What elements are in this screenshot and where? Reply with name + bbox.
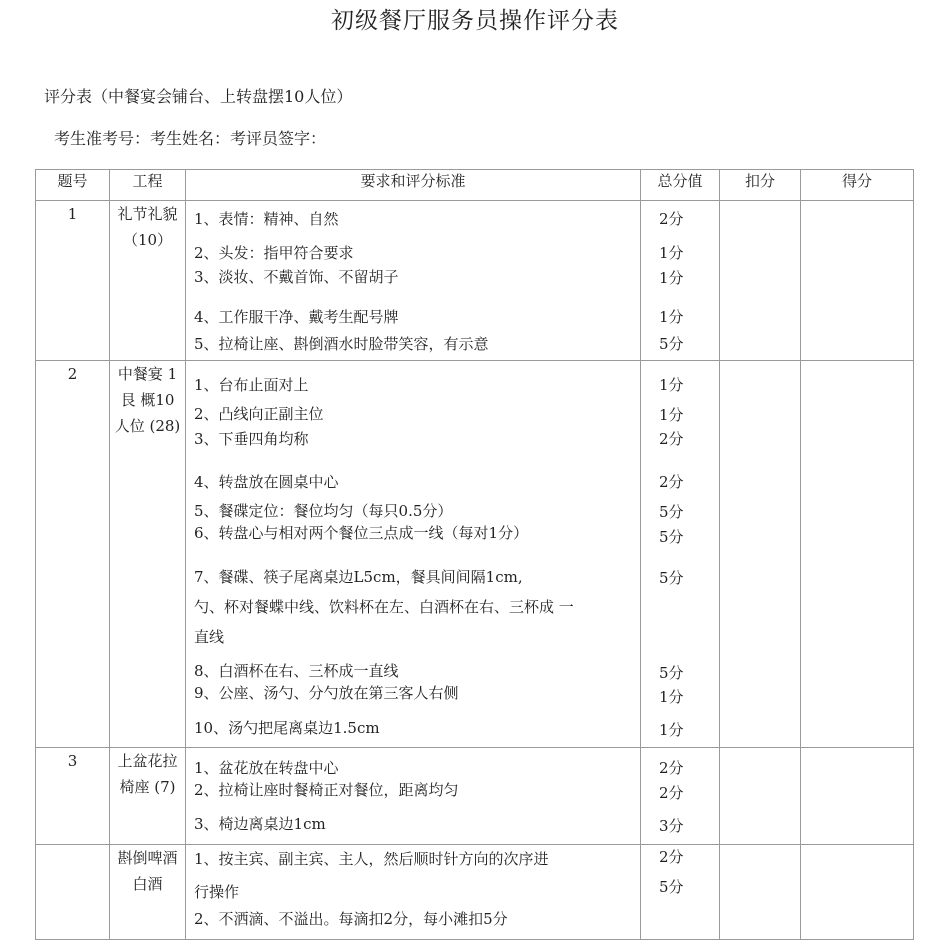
criteria-line: 4、转盘放在圆桌中心: [194, 473, 339, 491]
criteria-line: 行操作: [194, 883, 240, 901]
score-cell[interactable]: [801, 845, 914, 940]
section-project: [110, 845, 186, 940]
criteria-line: 4、工作服干净、戴考生配号牌: [194, 308, 399, 326]
criteria-line: 2、不洒滴、不溢出。每滴扣2分，每小滩扣5分: [194, 910, 508, 928]
points-value: 5分: [659, 569, 684, 587]
points-value: 5分: [659, 335, 684, 353]
points-cell: [641, 361, 720, 748]
column-header-deduction: 扣分: [720, 170, 801, 201]
project-label: 中餐宴 1 艮 概10 人位 (28): [114, 365, 181, 435]
criteria-line: 8、白酒杯在右、三杯成一直线: [194, 662, 399, 680]
criteria-cell: [186, 201, 641, 361]
criteria-line: 直线: [194, 628, 225, 646]
points-value: 1分: [659, 688, 684, 706]
points-value: 2分: [659, 210, 684, 228]
column-header-project: 工程: [110, 170, 186, 201]
table-row: [36, 748, 914, 845]
criteria-line: 1、表情：精神、自然: [194, 210, 339, 228]
table-row: [36, 201, 914, 361]
deduction-cell[interactable]: [720, 748, 801, 845]
section-project: [110, 201, 186, 361]
column-header-score: 得分: [801, 170, 914, 201]
criteria-line: 9、公座、汤勺、分勺放在第三客人右侧: [194, 684, 459, 702]
section-project: [110, 361, 186, 748]
points-value: 2分: [659, 430, 684, 448]
criteria-line: 10、汤勺把尾离桌边1.5cm: [194, 719, 380, 737]
criteria-line: 2、凸线向正副主位: [194, 405, 324, 423]
points-value: 1分: [659, 721, 684, 739]
criteria-line: 1、按主宾、副主宾、主人，然后顺时针方向的次序进: [194, 850, 549, 868]
points-value: 5分: [659, 878, 684, 896]
points-value: 3分: [659, 817, 684, 835]
criteria-cell: [186, 361, 641, 748]
criteria-line: 3、淡妆、不戴首饰、不留胡子: [194, 268, 399, 286]
table-row: [36, 361, 914, 748]
criteria-line: 3、椅边离桌边1cm: [194, 815, 326, 833]
table-row: [36, 845, 914, 940]
project-label: 上盆花拉椅座 (7): [117, 752, 178, 796]
section-number: [36, 845, 110, 940]
criteria-line: 7、餐碟、筷子尾离桌边L5cm，餐具间间隔1cm,: [194, 568, 523, 586]
column-header-number: 题号: [36, 170, 110, 201]
table-header-row: [36, 170, 914, 201]
section-project: [110, 748, 186, 845]
column-header-criteria: 要求和评分标准: [186, 170, 641, 201]
criteria-cell: [186, 748, 641, 845]
score-cell[interactable]: [801, 201, 914, 361]
points-cell: [641, 201, 720, 361]
criteria-line: 1、盆花放在转盘中心: [194, 759, 339, 777]
deduction-cell[interactable]: [720, 201, 801, 361]
criteria-line: 3、下垂四角均称: [194, 430, 309, 448]
form-subtitle: 评分表（中餐宴会铺台、上转盘摆10人位）: [44, 87, 353, 106]
criteria-line: 5、餐碟定位：餐位均匀（每只0.5分）: [194, 502, 453, 520]
project-label: 礼节礼貌（10）: [117, 205, 178, 249]
deduction-cell[interactable]: [720, 845, 801, 940]
criteria-cell: [186, 845, 641, 940]
section-number: 3: [36, 748, 110, 845]
criteria-line: 勺、杯对餐蝶中线、饮料杯在左、白酒杯在右、三杯成 一: [194, 598, 574, 616]
points-value: 2分: [659, 848, 684, 866]
score-cell[interactable]: [801, 748, 914, 845]
points-value: 1分: [659, 406, 684, 424]
points-cell: [641, 845, 720, 940]
exam-info: 考生准考号：考生姓名：考评员签字：: [54, 129, 327, 148]
points-value: 1分: [659, 269, 684, 287]
column-header-total: 总分值: [641, 170, 720, 201]
project-label: 斟倒啤酒白酒: [117, 849, 178, 893]
points-value: 5分: [659, 503, 684, 521]
points-value: 1分: [659, 244, 684, 262]
points-value: 1分: [659, 308, 684, 326]
score-cell[interactable]: [801, 361, 914, 748]
page-title: 初级餐厅服务员操作评分表: [331, 8, 619, 34]
points-value: 1分: [659, 376, 684, 394]
points-value: 2分: [659, 473, 684, 491]
criteria-line: 2、头发：指甲符合要求: [194, 244, 354, 262]
criteria-line: 1、台布止面对上: [194, 376, 309, 394]
criteria-line: 6、转盘心与相对两个餐位三点成一线（每对1分）: [194, 524, 529, 542]
deduction-cell[interactable]: [720, 361, 801, 748]
points-cell: [641, 748, 720, 845]
section-number: 1: [36, 201, 110, 361]
criteria-line: 2、拉椅让座时餐椅正对餐位，距离均匀: [194, 781, 459, 799]
section-number: 2: [36, 361, 110, 748]
criteria-line: 5、拉椅让座、斟倒酒水时脸带笑容，有示意: [194, 335, 489, 353]
scoring-table: [35, 169, 914, 940]
points-value: 2分: [659, 759, 684, 777]
points-value: 2分: [659, 784, 684, 802]
points-value: 5分: [659, 664, 684, 682]
points-value: 5分: [659, 528, 684, 546]
